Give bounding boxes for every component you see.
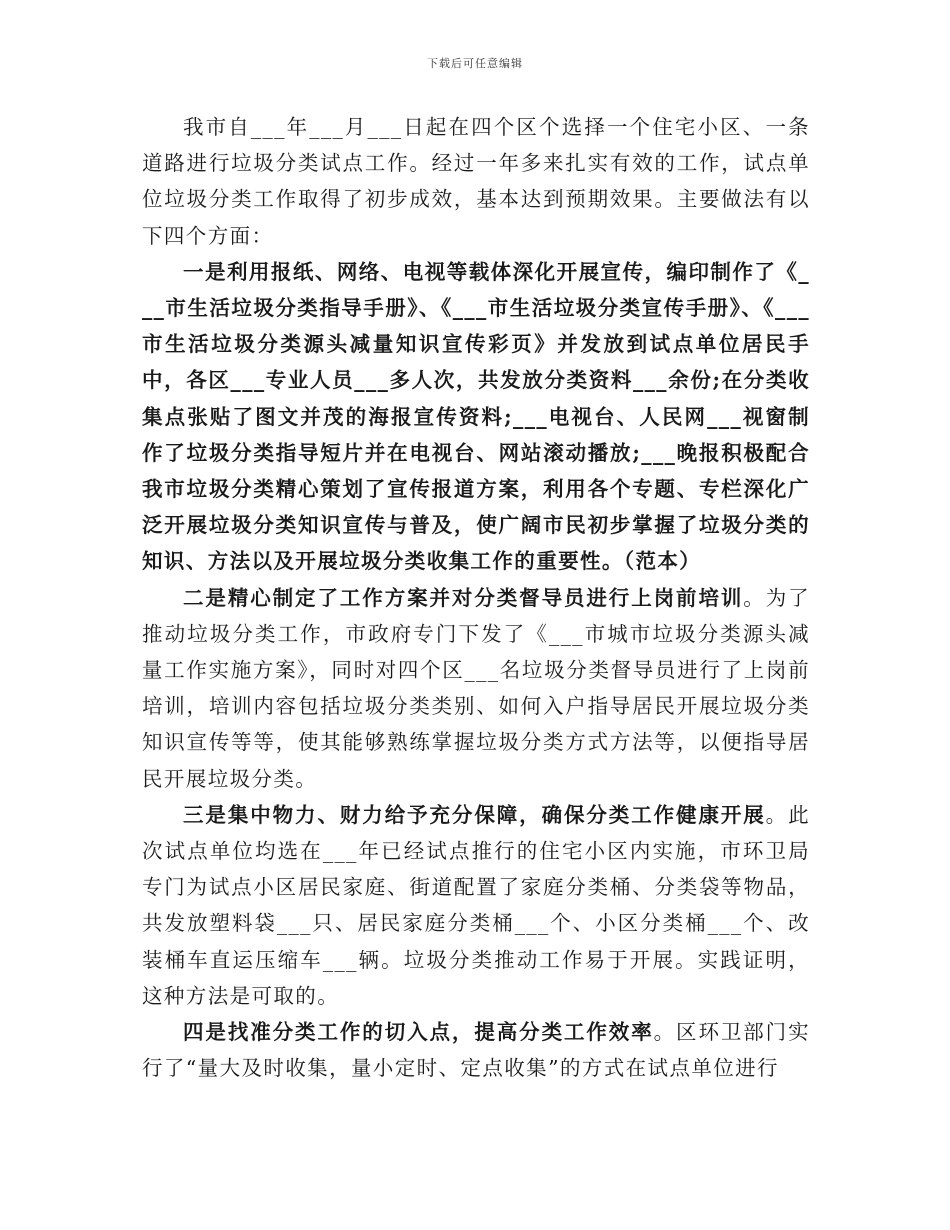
page-header: 下载后可任意编辑 [427, 57, 523, 70]
paragraph-point-4-body: 。区环卫部门实行了“量大及时收集，量小定时、定点收集”的方式在试点单位进行 [142, 1020, 810, 1081]
paragraph-point-2-lead: 二是精心制定了工作方案并对分类督导员进行上岗前培训 [183, 585, 744, 610]
paragraph-point-4-lead: 四是找准分类工作的切入点，提高分类工作效率 [183, 1020, 654, 1045]
paragraph-point-2-body: 。为了推动垃圾分类工作，市政府专门下发了《___市城市垃圾分类源头减量工作实施方案》，同时对四个区___名垃圾分类督导员进行了上岗前培训，培训内容包括垃圾分类类别、如何入户指导居民开展垃圾分类知识宣传等等，使其能够熟练掌握垃圾分类方式方法等，以便指导居民开展垃圾分类。 [142, 585, 811, 791]
paragraph-point-3-body: 。此次试点单位均选在___年已经试点推行的住宅小区内实施，市环卫局专门为试点小区居民家庭、街道配置了家庭分类桶、分类袋等物品，共发放塑料袋___只、居民家庭分类桶___个、小区分类桶___个、改装桶车直运压缩车___辆。垃圾分类推动工作易于开展。实践证明，这种方法是可取的。 [142, 802, 810, 1008]
paragraph-point-3-lead: 三是集中物力、财力给予充分保障，确保分类工作健康开展 [183, 802, 766, 827]
paragraph-point-4 [142, 1014, 810, 1086]
document-body [142, 109, 810, 1086]
paragraph-intro-text: 我市自___年___月___日起在四个区个选择一个住宅小区、一条道路进行垃圾分类试点工作。经过一年多来扎实有效的工作，试点单位垃圾分类工作取得了初步成效，基本达到预期效果。主要做法有以下四个方面： [142, 115, 810, 248]
paragraph-point-3 [142, 797, 810, 1014]
paragraph-point-2 [142, 580, 810, 797]
paragraph-point-1-lead: 一是利用报纸、网络、电视等载体深化开展宣传，编印制作了《___市生活垃圾分类指导手册》、《___市生活垃圾分类宣传手册》、《___市生活垃圾分类源头减量知识宣传彩页》并发放到试点单位居民手中，各区___专业人员___多人次，共发放分类资料___余份;在分类收集点张贴了图文并茂的海报宣传资料;___电视台、人民网___视窗制作了垃圾分类指导短片并在电视台、网站滚动播放;___晚报积极配合我市垃圾分类精心策划了宣传报道方案，利用各个专题、专栏深化广泛开展垃圾分类知识宣传与普及，使广阔市民初步掌握了垃圾分类的知识、方法以及开展垃圾分类收集工作的重要性。（范本） [142, 259, 810, 574]
paragraph-intro [142, 109, 810, 254]
paragraph-point-1 [142, 254, 810, 580]
